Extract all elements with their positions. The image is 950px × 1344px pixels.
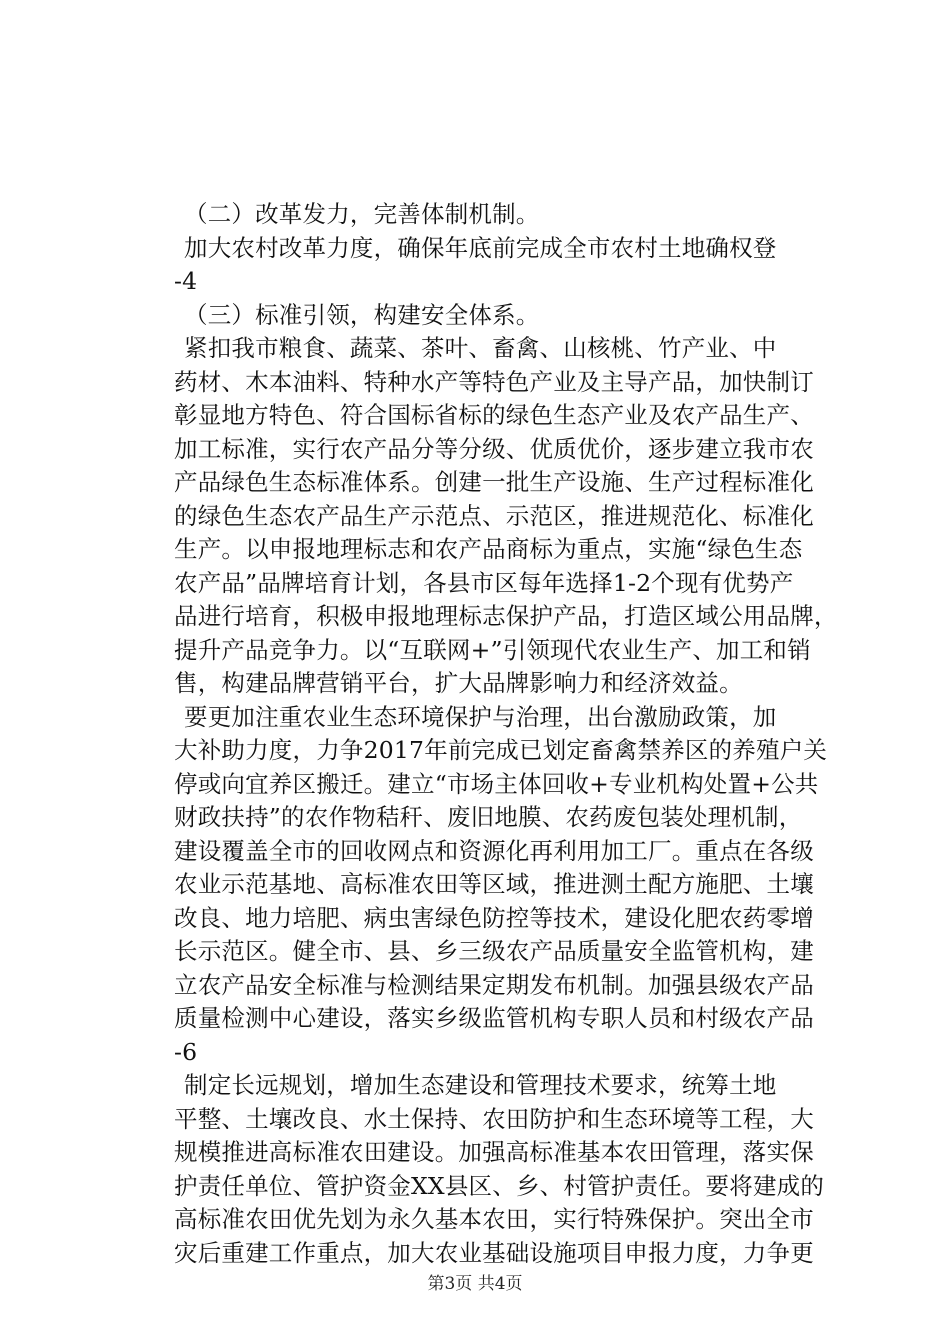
paragraph-line: 改良、地力培肥、病虫害绿色防控等技术，建设化肥农药零增	[174, 903, 814, 932]
paragraph-line: 的绿色生态农产品生产示范点、示范区，推进规范化、标准化	[174, 501, 814, 530]
paragraph-line: 立农产品安全标准与检测结果定期发布机制。加强县级农产品	[174, 970, 814, 999]
paragraph-line: 护责任单位、管护资金XX县区、乡、村管护责任。要将建成的	[174, 1171, 825, 1200]
paragraph-line: 品进行培育，积极申报地理标志保护产品，打造区域公用品牌，	[174, 602, 838, 630]
paragraph-line: 大补助力度，力争2017年前完成已划定畜禽禁养区的养殖户关	[174, 736, 828, 764]
paragraph-line: 规模推进高标准农田建设。加强高标准基本农田管理，落实保	[174, 1138, 814, 1166]
page-fragment-marker: -6	[174, 1037, 198, 1066]
page-footer	[0, 1273, 950, 1295]
paragraph-line: 农产品”品牌培育计划，各县市区每年选择1-2个现有优势产	[174, 568, 794, 597]
document-body	[174, 198, 838, 1270]
paragraph-line: 提升产品竞争力。以“互联网+”引领现代农业生产、加工和销	[174, 635, 811, 664]
section-heading: （三）标准引领，构建安全体系。	[184, 300, 540, 329]
section-heading: （二）改革发力，完善体制机制。	[184, 200, 540, 228]
paragraph-line: 药材、木本油料、特种水产等特色产业及主导产品，加快制订	[174, 367, 814, 396]
paragraph-line: 生产。以申报地理标志和农产品商标为重点，实施“绿色生态	[174, 535, 803, 563]
paragraph-line: 长示范区。健全市、县、乡三级农产品质量安全监管机构，建	[174, 937, 814, 965]
paragraph-line: 彰显地方特色、符合国标省标的绿色生态产业及农产品生产、	[174, 401, 814, 429]
paragraph-line: 质量检测中心建设，落实乡级监管机构专职人员和村级农产品	[174, 1004, 814, 1032]
paragraph-line: 加大农村改革力度，确保年底前完成全市农村土地确权登	[184, 233, 777, 262]
paragraph-line: 加工标准，实行农产品分等分级、优质优价，逐步建立我市农	[174, 434, 814, 463]
paragraph-line: 售，构建品牌营销平台，扩大品牌影响力和经济效益。	[174, 669, 743, 697]
paragraph-line: 产品绿色生态标准体系。创建一批生产设施、生产过程标准化	[174, 468, 814, 496]
page-number-label: 第3页 共4页	[427, 1274, 523, 1294]
paragraph-line: 平整、土壤改良、水土保持、农田防护和生态环境等工程，大	[174, 1104, 814, 1133]
page-fragment-marker: -4	[174, 267, 198, 295]
paragraph-line: 建设覆盖全市的回收网点和资源化再利用加工厂。重点在各级	[174, 836, 814, 865]
paragraph-line: 财政扶持”的农作物秸秆、废旧地膜、农药废包装处理机制，	[174, 803, 803, 831]
paragraph-line: 高标准农田优先划为永久基本农田，实行特殊保护。突出全市	[174, 1205, 814, 1233]
paragraph-line: 紧扣我市粮食、蔬菜、茶叶、畜禽、山核桃、竹产业、中	[184, 334, 777, 362]
paragraph-line: 农业示范基地、高标准农田等区域，推进测土配方施肥、土壤	[174, 870, 814, 898]
paragraph-line: 灾后重建工作重点，加大农业基础设施项目申报力度，力争更	[174, 1238, 814, 1267]
paragraph-line: 停或向宜养区搬迁。建立“市场主体回收+专业机构处置+公共	[174, 769, 819, 798]
paragraph-line: 要更加注重农业生态环境保护与治理，出台激励政策，加	[184, 702, 777, 731]
paragraph-line: 制定长远规划，增加生态建设和管理技术要求，统筹土地	[184, 1071, 777, 1099]
